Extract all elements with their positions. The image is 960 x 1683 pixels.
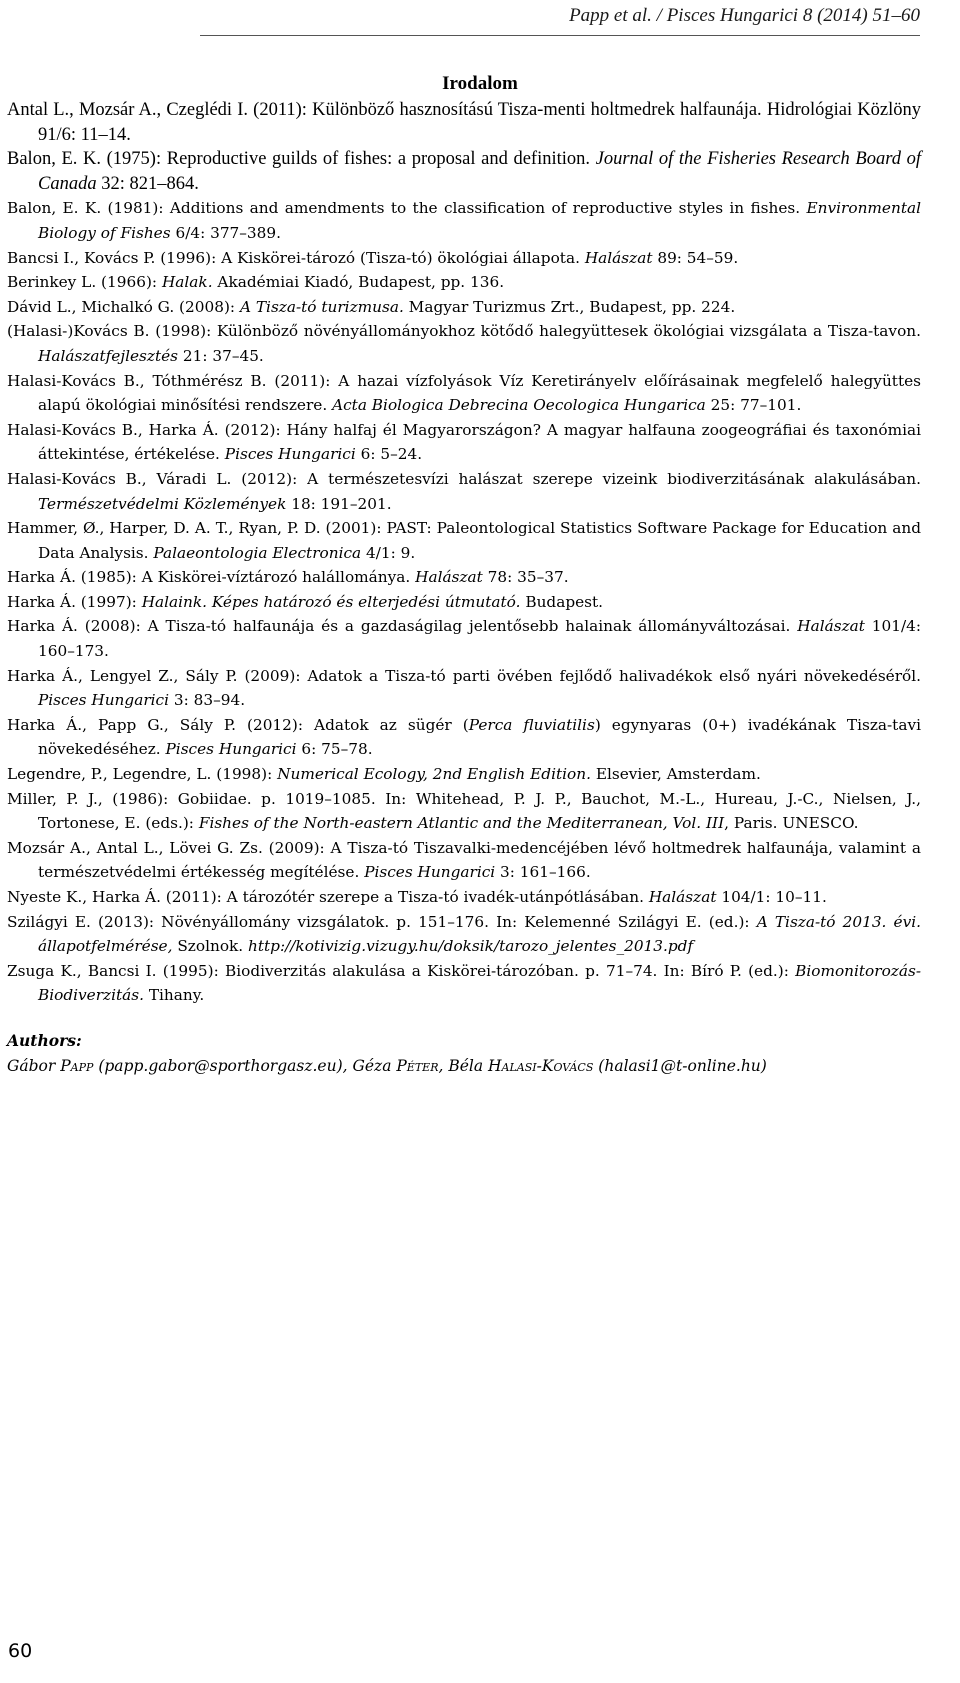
reference-item: (Halasi-)Kovács B. (1998): Különböző növényállományokhoz kötődő halegyüttesek ökológiai vizsgálata a Tisza-tavon. Halászatfejlesztés 21: 37–45.: [7, 322, 921, 365]
reference-item: Legendre, P., Legendre, L. (1998): Numerical Ecology, 2nd English Edition. Elsevier, Amsterdam.: [7, 765, 761, 784]
report-link[interactable]: http://kotivizig.vizugy.hu/doksik/tarozo_jelentes_2013.pdf: [248, 937, 694, 956]
reference-item: Berinkey L. (1966): Halak. Akadémiai Kiadó, Budapest, pp. 136.: [7, 273, 505, 292]
reference-item: Harka Á., Lengyel Z., Sály P. (2009): Adatok a Tisza-tó parti övében fejlődő halivadékok első nyári növekedéséről. Pisces Hungarici 3: 83–94.: [7, 666, 921, 710]
author-email[interactable]: (halasi1@t-online.hu): [593, 1057, 767, 1075]
reference-item: Halasi-Kovács B., Tóthmérész B. (2011): A hazai vízfolyások Víz Keretirányelv előírásainak megfelelő halegyüttes alapú ökológiai minősítési rendszere. Acta Biologica Debrecina Oecologica Hungarica 25: 77–101.: [7, 371, 921, 415]
page-number: 60: [8, 1640, 33, 1662]
reference-item: Dávid L., Michalkó G. (2008): A Tisza-tó turizmusa. Magyar Turizmus Zrt., Budapest, pp. 224.: [7, 297, 736, 316]
reference-item: Harka Á. (1985): A Kiskörei-víztározó halállománya. Halászat 78: 35–37.: [7, 568, 569, 587]
author-email[interactable]: (papp.gabor@sporthorgasz.eu), Géza: [93, 1057, 397, 1075]
section-title: Irodalom: [442, 73, 518, 94]
reference-item: Halasi-Kovács B., Váradi L. (2012): A természetesvízi halászat szerepe vizeink biodiverzitásának alakulásában. Természetvédelmi Közlemények 18: 191–201.: [7, 469, 921, 513]
reference-item: Nyeste K., Harka Á. (2011): A tározótér szerepe a Tisza-tó ivadék-utánpótlásában. Halászat 104/1: 10–11.: [7, 888, 827, 906]
reference-item: Miller, P. J., (1986): Gobiidae. p. 1019–1085. In: Whitehead, P. J. P., Bauchot, M.-L., Hureau, J.-C., Nielsen, J., Tortonese, E. (eds.): Fishes of the North-eastern Atlantic and the Mediterranean, Vol. III, Paris. UNESCO.: [7, 789, 921, 833]
authors-heading: Authors:: [7, 1031, 82, 1050]
reference-list: [7, 98, 921, 1008]
reference-item: Szilágyi E. (2013): Növényállomány vizsgálatok. p. 151–176. In: Kelemenné Szilágyi E. (ed.): A Tisza-tó 2013. évi. állapotfelmérése, Szolnok. http://kotivizig.vizugy.hu/doksik/tarozo_jelentes_2013.pdf: [7, 912, 921, 956]
running-header: Papp et al. / Pisces Hungarici 8 (2014) 51–60: [200, 5, 920, 36]
authors-list: Gábor Papp (papp.gabor@sporthorgasz.eu), Géza Péter, Béla Halasi-Kovács (halasi1@t-online.hu): [7, 1057, 767, 1075]
reference-item: Balon, E. K. (1981): Additions and amendments to the classification of reproductive styles in fishes. Environmental Biology of Fishes 6/4: 377–389.: [7, 199, 921, 242]
reference-item: Balon, E. K. (1975): Reproductive guilds of fishes: a proposal and definition. Journal of the Fisheries Research Board of Canada 32: 821–864.: [7, 149, 922, 194]
reference-item: Hammer, Ø., Harper, D. A. T., Ryan, P. D. (2001): PAST: Paleontological Statistics Software Package for Education and Data Analysis. Palaeontologia Electronica 4/1: 9.: [7, 519, 921, 562]
reference-item: Zsuga K., Bancsi I. (1995): Biodiverzitás alakulása a Kiskörei-tározóban. p. 71–74. In: Bíró P. (ed.): Biomonitorozás-Biodiverzitás. Tihany.: [7, 961, 921, 1005]
reference-item: Antal L., Mozsár A., Czeglédi I. (2011): Különböző hasznosítású Tisza-menti holtmedrek halfaunája. Hidrológiai Közlöny 91/6: 11–14.: [7, 100, 921, 145]
reference-item: Mozsár A., Antal L., Lövei G. Zs. (2009): A Tisza-tó Tiszavalki-medencéjében lévő holtmedrek halfaunája, valamint a természetvédelmi értékesség megítélése. Pisces Hungarici 3: 161–166.: [7, 838, 921, 882]
reference-item: Halasi-Kovács B., Harka Á. (2012): Hány halfaj él Magyarországon? A magyar halfauna zoogeográfiai és taxonómiai áttekintése, értékelése. Pisces Hungarici 6: 5–24.: [7, 420, 921, 464]
reference-item: Bancsi I., Kovács P. (1996): A Kiskörei-tározó (Tisza-tó) ökológiai állapota. Halászat 89: 54–59.: [7, 248, 739, 267]
reference-item: Harka Á. (1997): Halaink. Képes határozó és elterjedési útmutató. Budapest.: [7, 592, 604, 611]
reference-item: Harka Á. (2008): A Tisza-tó halfaunája és a gazdaságilag jelentősebb halainak állományváltozásai. Halászat 101/4: 160–173.: [7, 617, 921, 661]
reference-item: Harka Á., Papp G., Sály P. (2012): Adatok az sügér (Perca fluviatilis) egynyaras (0+) ivadékának Tisza-tavi növekedéséhez. Pisces Hungarici 6: 75–78.: [7, 715, 921, 759]
